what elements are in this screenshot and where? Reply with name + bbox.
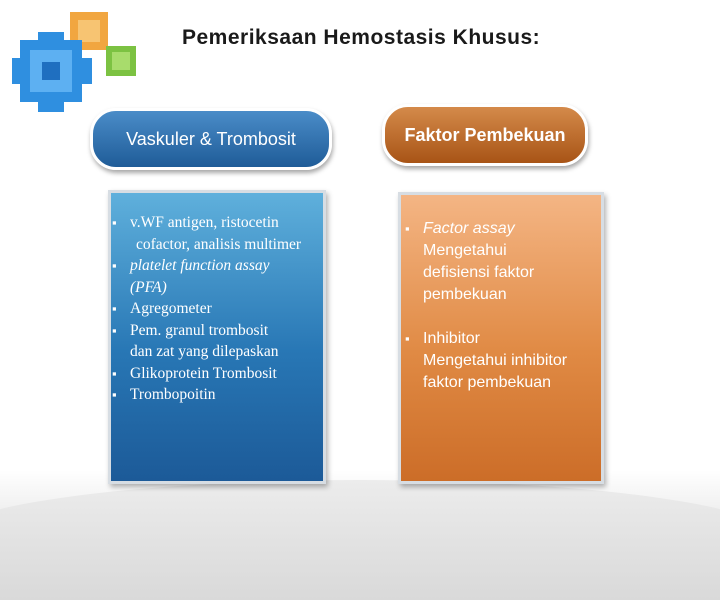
faktor-pembekuan-list (405, 218, 595, 416)
vaskuler-trombosit-header (90, 108, 332, 170)
faktor-pembekuan-header (382, 104, 588, 166)
list-item: ▪ Glikoprotein Trombosit (112, 363, 342, 385)
list-item: ▪ Trombopoitin (112, 384, 342, 406)
list-item: ▪ v.WF antigen, ristocetin cofactor, analisis multimer (112, 212, 342, 255)
vaskuler-trombosit-list (112, 212, 342, 406)
list-item: ▪ Pem. granul trombosit dan zat yang dilepaskan (112, 320, 342, 363)
list-item: ▪ Factor assay Mengetahui defisiensi faktor pembekuan (405, 218, 595, 306)
list-item: ▪ platelet function assay (PFA) (112, 255, 342, 298)
list-item: ▪ Inhibitor Mengetahui inhibitor faktor pembekuan (405, 328, 595, 394)
faktor-pembekuan-label: Faktor Pembekuan (404, 124, 566, 145)
puzzle-cubes-logo (8, 10, 138, 120)
list-item: ▪ Agregometer (112, 298, 342, 320)
page-title: Pemeriksaan Hemostasis Khusus: (182, 26, 541, 49)
vaskuler-trombosit-label: Vaskuler & Trombosit (126, 128, 296, 149)
